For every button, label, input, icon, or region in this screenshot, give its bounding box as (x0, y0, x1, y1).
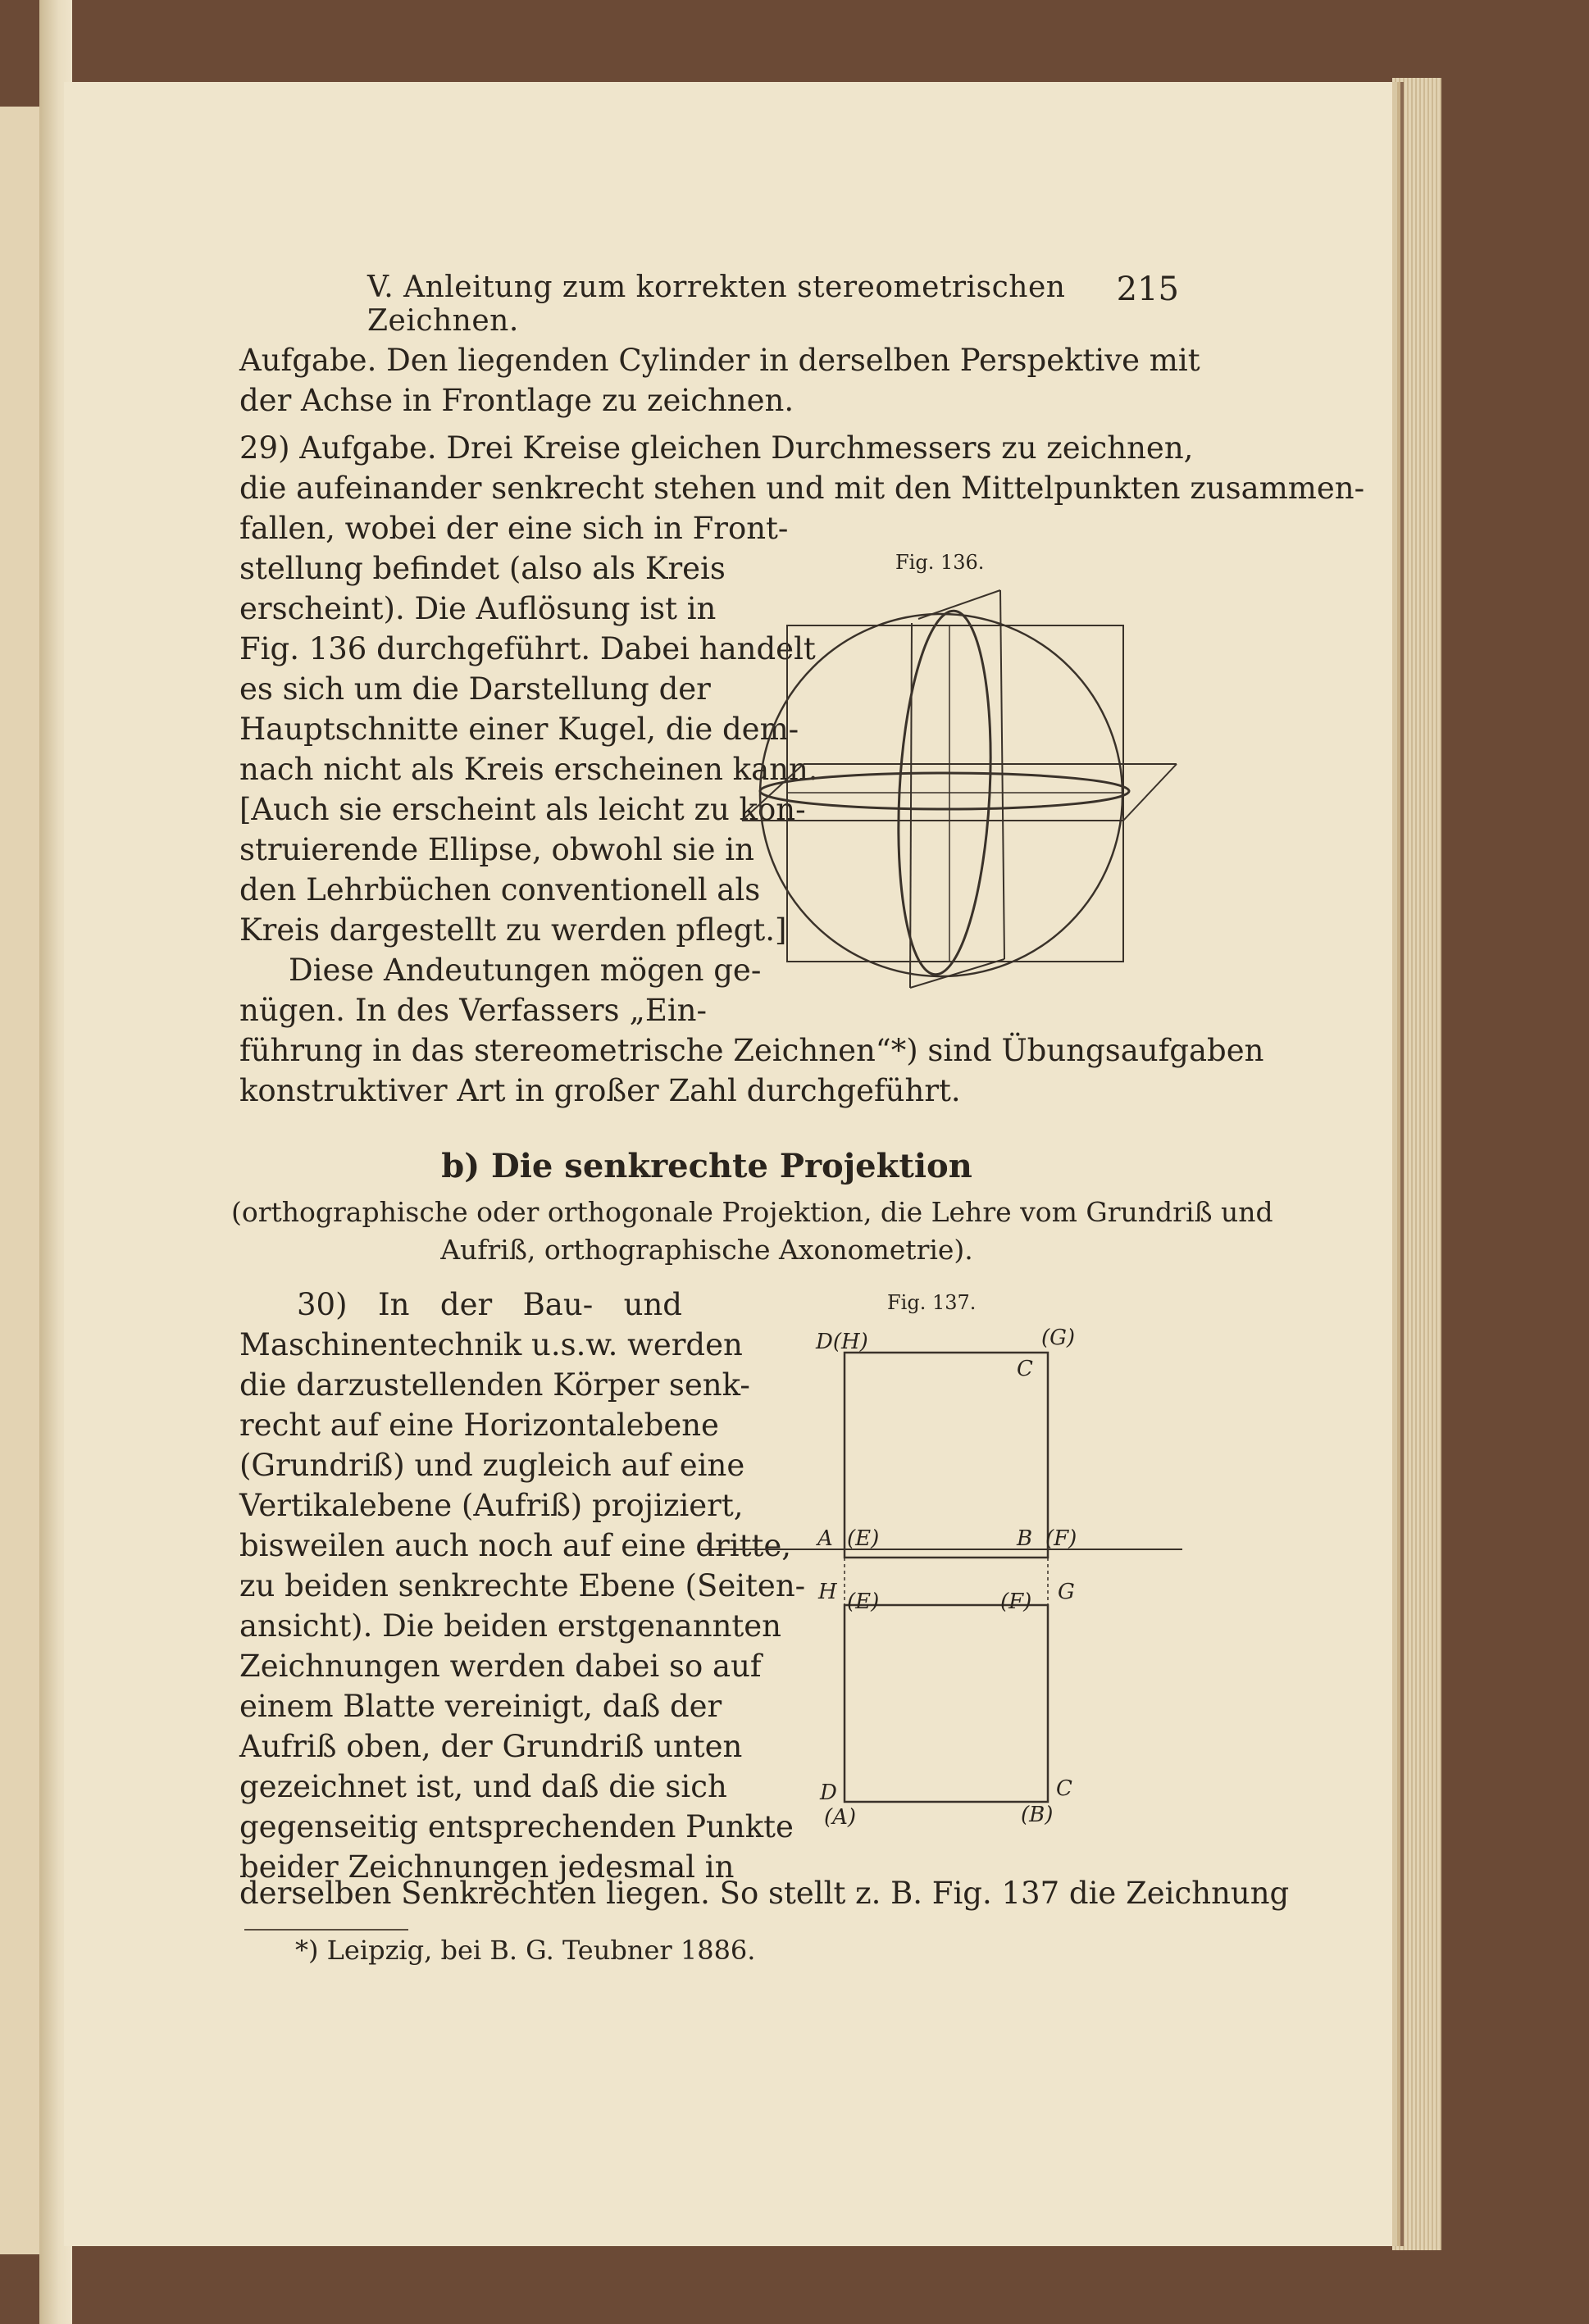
text-line: konstruktiver Art in großer Zahl durchgeführt. (239, 1073, 961, 1108)
text-line: bisweilen auch noch auf eine dritte, (239, 1528, 792, 1563)
page-stack-edge (1392, 78, 1441, 2250)
text-line: einem Blatte vereinigt, daß der (239, 1689, 722, 1724)
front-circle (760, 614, 1122, 976)
label-G-low: G (1058, 1580, 1075, 1604)
label-C-low: C (1056, 1776, 1072, 1801)
text-line: (orthographische oder orthogonale Projektion, die Lehre vom Grundriß und (231, 1196, 1273, 1228)
text-line: erscheint). Die Auflösung ist in (239, 591, 717, 626)
text-line: Zeichnungen werden dabei so auf (239, 1649, 762, 1684)
text-line: es sich um die Darstellung der (239, 671, 711, 707)
text-line: recht auf eine Horizontalebene (239, 1408, 719, 1443)
task-30-column (239, 1285, 806, 1887)
figure-137-diagram (697, 1320, 1189, 1836)
text-line: Vertikalebene (Aufriß) projiziert, (239, 1488, 744, 1523)
text-line: ansicht). Die beiden erstgenannten (239, 1608, 781, 1644)
text-line: der Achse in Frontlage zu zeichnen. (239, 383, 794, 418)
label-A-low: (A) (824, 1805, 857, 1830)
horizontal-plane-edge (1123, 764, 1177, 821)
task-29-intro (239, 428, 1365, 508)
text-line: zu beiden senkrechte Ebene (Seiten- (239, 1568, 806, 1603)
text-line: Diese Andeutungen mögen ge- (289, 953, 762, 988)
text-line: gegenseitig entsprechenden Punkte (239, 1809, 794, 1844)
text-line: stellung befindet (also als Kreis (239, 551, 726, 586)
running-header (367, 271, 1179, 338)
horizontal-ellipse (760, 773, 1129, 809)
task-29-column (239, 508, 818, 1030)
text-line: 29) Aufgabe. Drei Kreise gleichen Durchmessers zu zeichnen, (239, 430, 1194, 466)
text-line: die darzustellenden Körper senk- (239, 1367, 750, 1403)
text-line: Aufgabe. Den liegenden Cylinder in derselben Perspektive mit (239, 343, 1200, 378)
page-number: 215 (1116, 271, 1179, 308)
text-line: Aufriß oben, der Grundriß unten (239, 1729, 743, 1764)
task-30-closing (239, 1873, 1290, 1913)
vertical-plane-edge (910, 623, 912, 988)
label-C-top: C (1017, 1357, 1033, 1381)
text-line: führung in das stereometrische Zeichnen“*) sind Übungsaufgaben (239, 1033, 1264, 1068)
label-B-low: (B) (1021, 1803, 1054, 1827)
section-b-heading: b) Die senkrechte Projektion (441, 1147, 972, 1185)
running-title: V. Anleitung zum korrekten stereometrischen Zeichnen. (367, 271, 1066, 338)
figure-136-diagram (730, 586, 1189, 1004)
text-line: 30) In der Bau- und (297, 1287, 682, 1322)
task-29-closing (239, 1030, 1264, 1111)
text-line: nügen. In des Verfassers „Ein- (239, 993, 707, 1028)
figure-136-caption: Fig. 136. (895, 551, 985, 574)
text-line: Aufriß, orthographische Axonometrie). (440, 1234, 973, 1266)
label-G: (G) (1041, 1326, 1076, 1350)
label-E-low: (E) (847, 1590, 880, 1614)
label-B: B (1017, 1526, 1033, 1551)
label-E-top: (E) (847, 1526, 880, 1551)
task-cylinder (239, 340, 1200, 421)
frontal-square (787, 625, 1123, 962)
footnote-rule (244, 1929, 408, 1931)
text-line: beider Zeichnungen jedesmal in (239, 1849, 735, 1885)
left-page-edge (0, 107, 42, 2254)
plan-rectangle (845, 1605, 1048, 1802)
text-line: derselben Senkrechten liegen. So stellt z. B. Fig. 137 die Zeichnung (239, 1876, 1290, 1911)
footnote: *) Leipzig, bei B. G. Teubner 1886. (295, 1935, 756, 1966)
text-line: struierende Ellipse, obwohl sie in (239, 832, 754, 867)
text-line: Fig. 136 durchgeführt. Dabei handelt (239, 631, 816, 666)
text-line: gezeichnet ist, und daß die sich (239, 1769, 727, 1804)
text-line: die aufeinander senkrecht stehen und mit den Mittelpunkten zusammen- (239, 471, 1365, 506)
text-line: Maschinentechnik u.s.w. werden (239, 1327, 743, 1362)
text-line: [Auch sie erscheint als leicht zu kon- (239, 792, 806, 827)
label-H: H (818, 1580, 837, 1604)
text-line: fallen, wobei der eine sich in Front- (239, 511, 789, 546)
text-line: (Grundriß) und zugleich auf eine (239, 1448, 745, 1483)
label-F-top: (F) (1045, 1526, 1077, 1551)
label-F-low: (F) (1000, 1590, 1032, 1614)
label-D: D (820, 1781, 837, 1805)
label-A: A (817, 1526, 833, 1551)
text-line: Kreis dargestellt zu werden pflegt.] (239, 912, 787, 948)
text-line: nach nicht als Kreis erscheinen kann. (239, 752, 818, 787)
section-b-subtitle (231, 1194, 1273, 1269)
label-DH: D(H) (816, 1330, 868, 1354)
figure-137-caption: Fig. 137. (887, 1291, 977, 1314)
text-line: den Lehrbüchen conventionell als (239, 872, 761, 907)
text-line: Hauptschnitte einer Kugel, die dem- (239, 712, 799, 747)
vertical-plane-edge (910, 959, 1004, 988)
